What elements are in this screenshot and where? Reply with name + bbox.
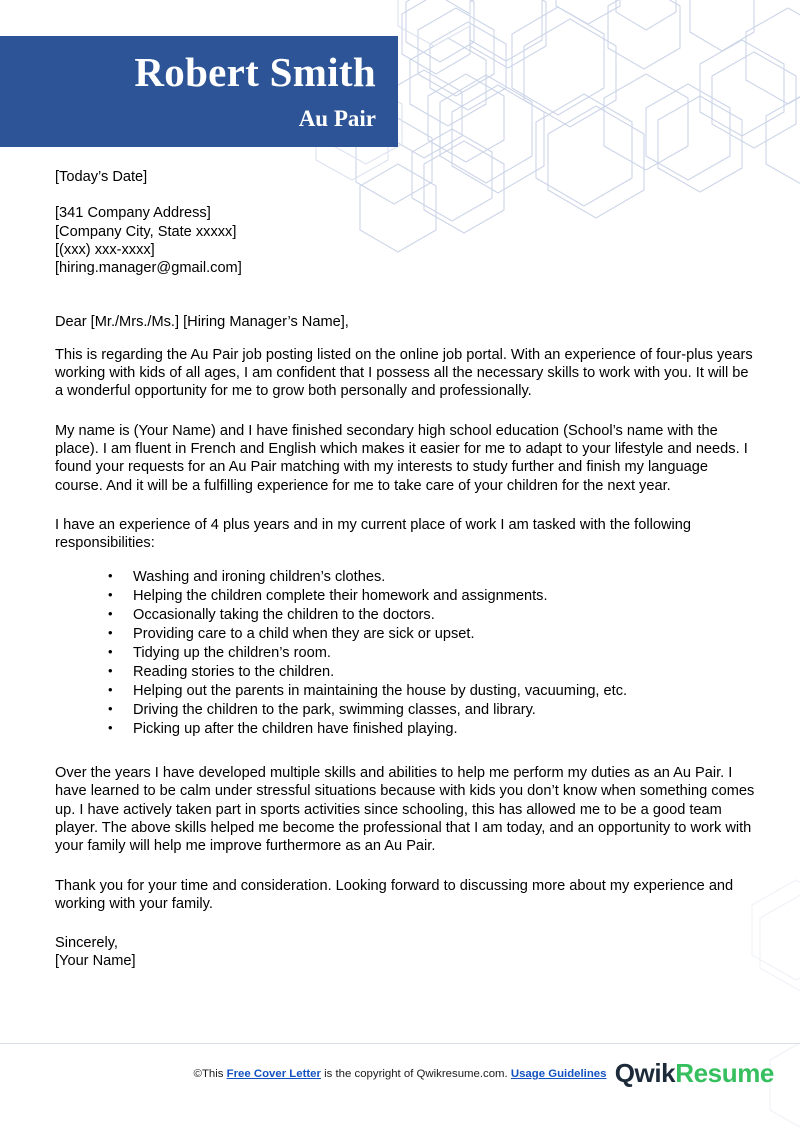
logo-qwik-text: Qwik (614, 1058, 676, 1088)
list-item: • Driving the children to the park, swimming classes, and library. (55, 701, 755, 719)
list-item: • Tidying up the children’s room. (55, 644, 755, 662)
sign-off-block (55, 934, 755, 971)
footer-text-middle: is the copyright of Qwikresume.com. (320, 1068, 511, 1080)
paragraph-thanks: Thank you for your time and consideration. Looking forward to discussing more about my experience and working with your family. (55, 877, 734, 912)
qwikresume-logo[interactable] (615, 1058, 774, 1089)
recipient-phone: [(xxx) xxx-xxxx] (55, 241, 155, 258)
candidate-name: Robert Smith (134, 49, 376, 95)
letter-body (55, 168, 755, 971)
paragraph-responsibilities-lead: I have an experience of 4 plus years and in my current place of work I am tasked with the following responsibilities: (55, 516, 691, 552)
list-item: • Reading stories to the children. (55, 663, 755, 681)
recipient-address-line-2: [Company City, State xxxxx] (55, 223, 237, 240)
header-banner (0, 36, 398, 147)
list-item: • Helping the children complete their homework and assignments. (55, 587, 755, 605)
closing-line: Sincerely, (55, 935, 118, 952)
salutation: Dear [Mr./Mrs./Ms.] [Hiring Manager’s Name], (55, 314, 349, 331)
footer-text-before: This (201, 1068, 227, 1080)
usage-guidelines-link[interactable]: Usage Guidelines (510, 1068, 607, 1080)
list-item: • Washing and ironing children’s clothes. (55, 568, 755, 586)
copyright-icon: © (193, 1068, 202, 1080)
list-item: • Picking up after the children have finished playing. (55, 720, 755, 738)
date-line: [Today’s Date] (55, 169, 148, 185)
paragraph-skills: Over the years I have developed multiple skills and abilities to help me perform my duties as an Au Pair. I have learned to be calm under stressful situations because with kids you don’t know when something comes up. I have actively taken part in sports activities since schooling, this has allowed me to be a good team player. The above skills helped me become the professional that I am today, and an opportunity to work with your family will help me improve furthermore as an Au Pair. (55, 765, 755, 855)
recipient-email: [hiring.manager@gmail.com] (55, 260, 242, 277)
list-item: • Providing care to a child when they are sick or upset. (55, 625, 755, 643)
signature-line: [Your Name] (55, 953, 136, 970)
duties-list (55, 568, 755, 738)
recipient-address-block (55, 204, 755, 277)
paragraph-intro: This is regarding the Au Pair job posting listed on the online job portal. With an experience of four-plus years working with kids of all ages, I am confident that I possess all the necessary skills to work with you. It will be a wonderful opportunity for me to grow both personally and professionally. (55, 346, 753, 400)
logo-resume-text: Resume (675, 1058, 774, 1088)
recipient-address-line-1: [341 Company Address] (55, 205, 211, 222)
list-item: • Helping out the parents in maintaining the house by dusting, vacuuming, etc. (55, 682, 755, 700)
free-cover-letter-link[interactable]: Free Cover Letter (226, 1068, 321, 1080)
footer (0, 1044, 800, 1131)
candidate-role: Au Pair (298, 106, 376, 131)
list-item: • Occasionally taking the children to the doctors. (55, 606, 755, 624)
paragraph-background: My name is (Your Name) and I have finished secondary high school education (School’s name with the place). I am fluent in French and English which makes it easier for me to adapt to your lifestyle and needs. I found your requests for an Au Pair matching with my interests to study further and finish my language course. And it will be a fulfilling experience for me to take care of your children for the next year. (55, 422, 748, 494)
